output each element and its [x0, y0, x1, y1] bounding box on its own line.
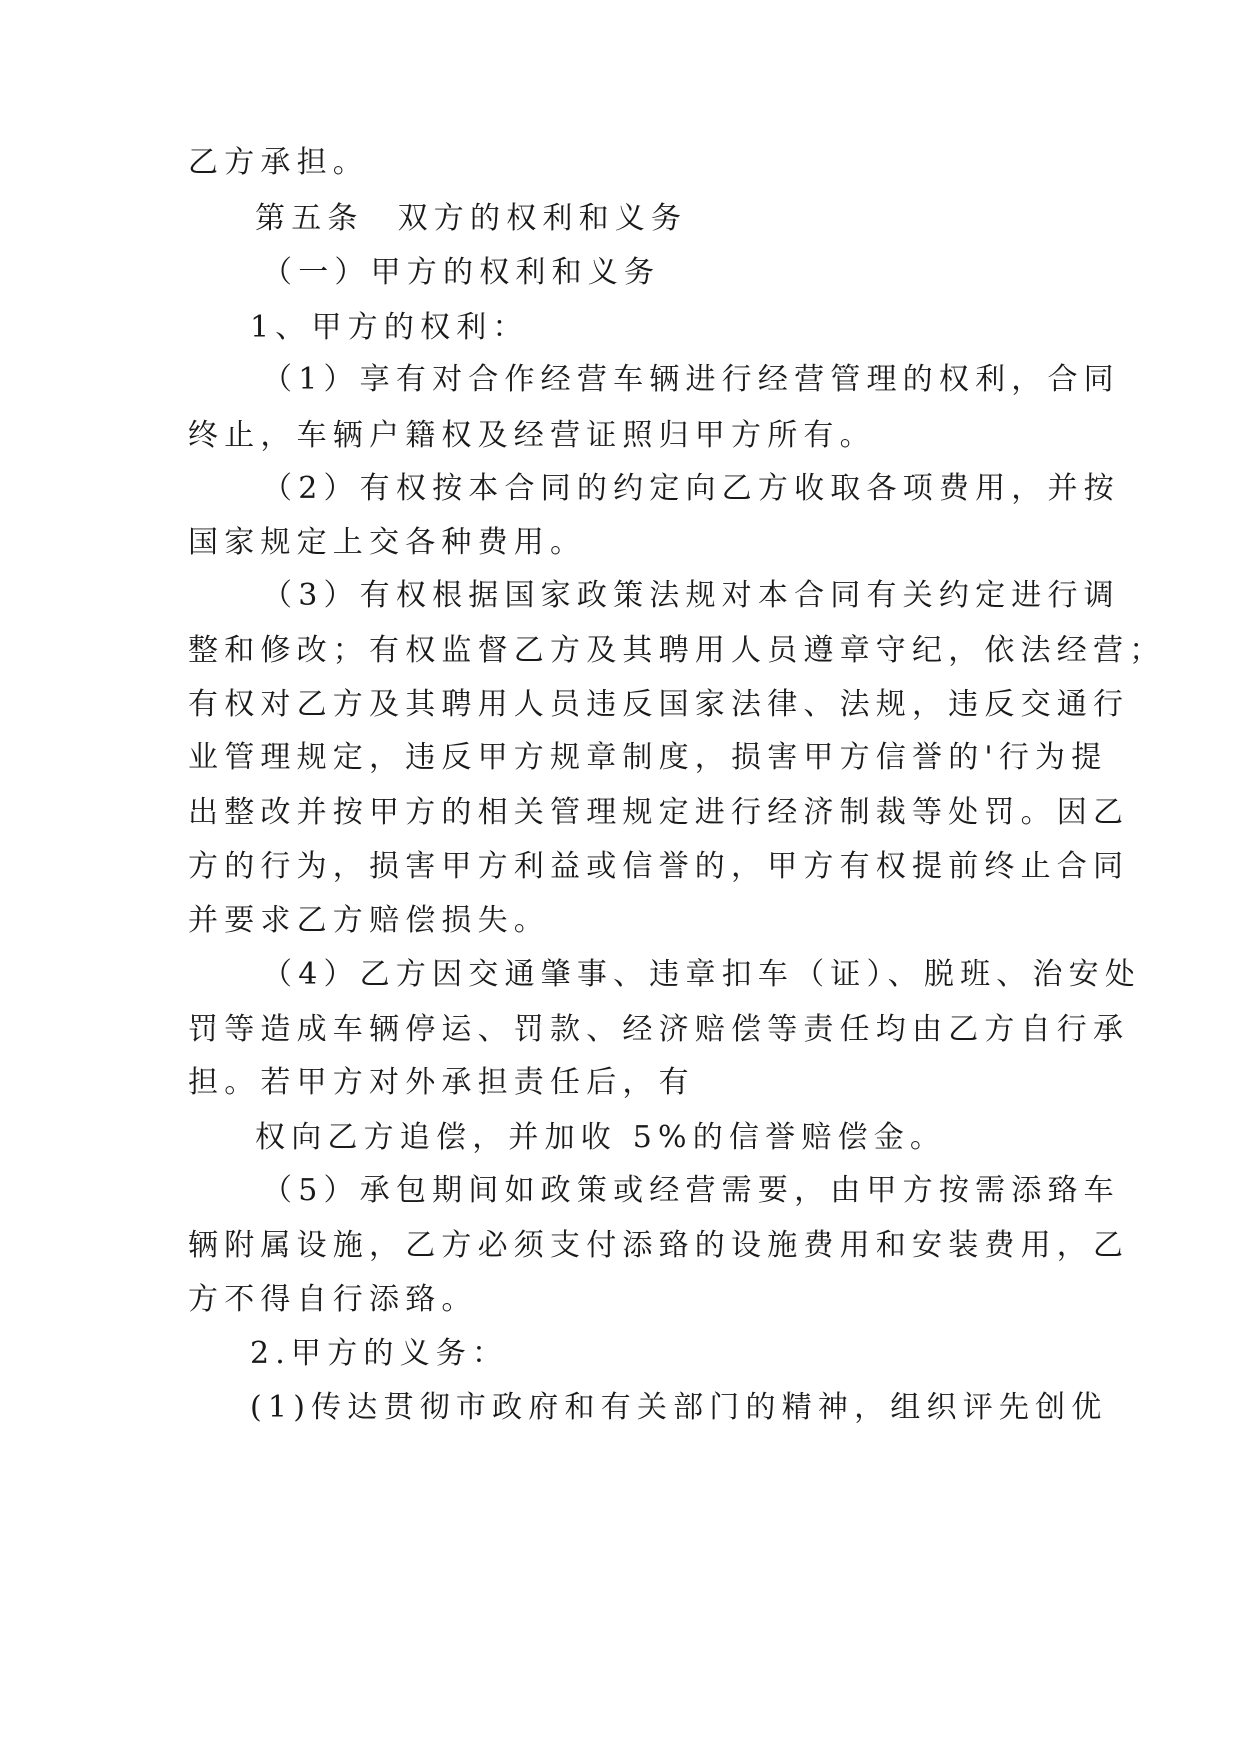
paragraph-line: 罚等造成车辆停运、罚款、经济赔偿等责任均由乙方自行承: [188, 1012, 1130, 1047]
article-heading: [255, 199, 1048, 239]
paragraph-line: （5）承包期间如政策或经营需要，由甲方按需添臵车: [262, 1173, 1120, 1208]
paragraph-line: 方的行为，损害甲方利益或信誉的，甲方有权提前终止合同: [188, 849, 1130, 884]
paragraph-line: （4）乙方因交通肇事、违章扣车（证）、脱班、治安处: [262, 957, 1142, 992]
article-number: 第五条: [255, 201, 364, 236]
paragraph-line: （2）有权按本合同的约定向乙方收取各项费用，并按: [262, 471, 1120, 506]
paragraph-line: 方不得自行添臵。: [188, 1282, 478, 1317]
paragraph-line: 权向乙方追偿，并加收 5%的信誉赔偿金。: [255, 1120, 947, 1155]
paragraph-line: 乙方承担。: [188, 145, 369, 180]
paragraph-line: 整和修改；有权监督乙方及其聘用人员遵章守纪，依法经营；: [188, 633, 1166, 668]
subsection-heading: 1、甲方的权利：: [250, 310, 529, 345]
section-heading: （一）甲方的权利和义务: [262, 255, 661, 290]
paragraph-line: 辆附属设施，乙方必须支付添臵的设施费用和安装费用，乙: [188, 1228, 1130, 1263]
paragraph-line: (1)传达贯彻市政府和有关部门的精神，组织评先创优: [250, 1390, 1108, 1425]
paragraph-line: 出整改并按甲方的相关管理规定进行经济制裁等处罚。因乙: [188, 795, 1130, 830]
subsection-heading: 2.甲方的义务：: [250, 1336, 509, 1371]
paragraph-line: （1）享有对合作经营车辆进行经营管理的权利，合同: [262, 362, 1120, 397]
paragraph-line: 国家规定上交各种费用。: [188, 525, 587, 560]
paragraph-line: 有权对乙方及其聘用人员违反国家法律、法规，违反交通行: [188, 687, 1130, 722]
article-title: 双方的权利和义务: [397, 201, 688, 236]
paragraph-line: 业管理规定，违反甲方规章制度，损害甲方信誉的'行为提: [188, 740, 1108, 775]
paragraph-line: 终止，车辆户籍权及经营证照归甲方所有。: [188, 418, 876, 453]
paragraph-line: 并要求乙方赔偿损失。: [188, 903, 550, 938]
paragraph-line: （3）有权根据国家政策法规对本合同有关约定进行调: [262, 578, 1120, 613]
paragraph-line: 担。若甲方对外承担责任后，有: [188, 1065, 695, 1100]
